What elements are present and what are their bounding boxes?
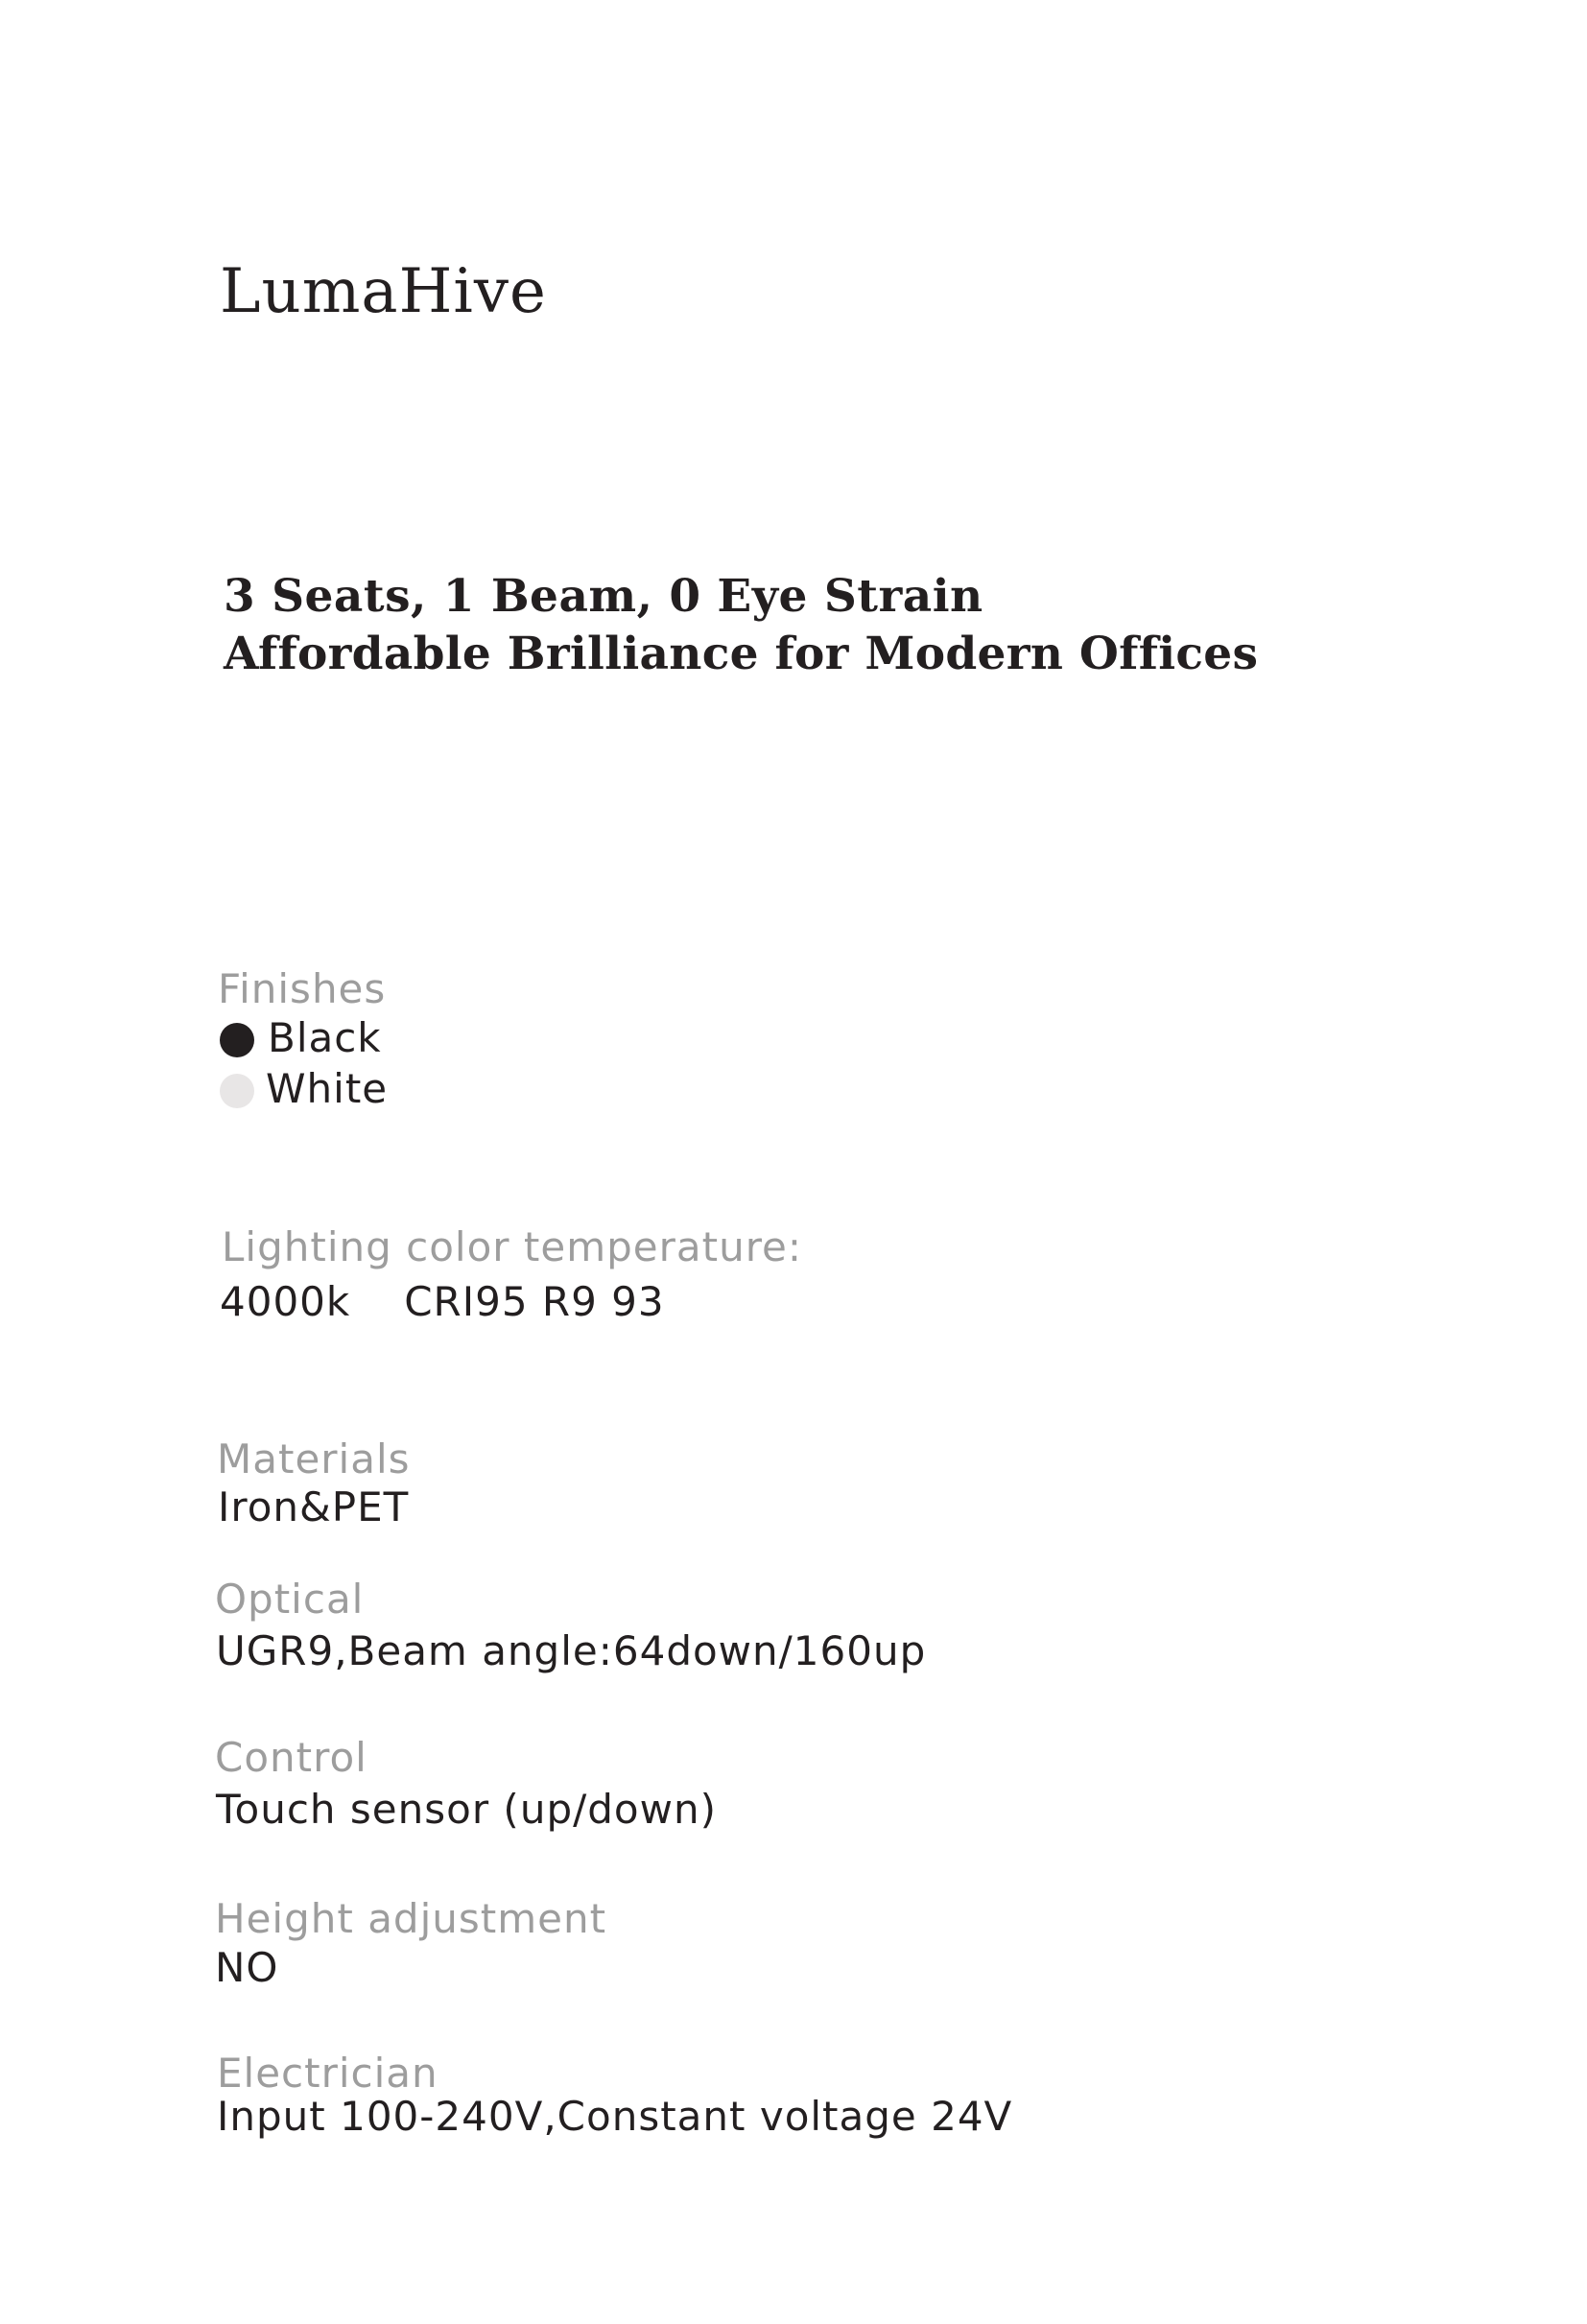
height-adjustment-label: Height adjustment xyxy=(215,1895,607,1942)
brand-title: LumaHive xyxy=(220,256,547,327)
materials-label: Materials xyxy=(217,1435,411,1482)
optical-label: Optical xyxy=(215,1576,365,1623)
finishes-label: Finishes xyxy=(218,965,387,1012)
height-adjustment-value: NO xyxy=(215,1944,279,1991)
lighting-values xyxy=(220,1278,665,1325)
control-label: Control xyxy=(215,1734,367,1781)
cri-value: CRI95 R9 93 xyxy=(404,1278,665,1325)
black-swatch-icon xyxy=(220,1023,254,1057)
electrician-value: Input 100-240V,Constant voltage 24V xyxy=(217,2093,1013,2140)
finish-option-label: White xyxy=(266,1065,389,1112)
optical-value: UGR9,Beam angle:64down/160up xyxy=(216,1627,927,1674)
lighting-label: Lighting color temperature: xyxy=(222,1223,803,1270)
white-swatch-icon xyxy=(220,1074,254,1108)
materials-value: Iron&PET xyxy=(218,1483,410,1530)
control-value: Touch sensor (up/down) xyxy=(216,1786,717,1833)
tagline-line-1: 3 Seats, 1 Beam, 0 Eye Strain xyxy=(224,570,983,623)
finish-option-label: Black xyxy=(268,1014,382,1061)
color-temperature-value: 4000k xyxy=(220,1278,351,1325)
tagline-line-2: Affordable Brilliance for Modern Offices xyxy=(224,628,1259,680)
electrician-label: Electrician xyxy=(217,2050,438,2097)
